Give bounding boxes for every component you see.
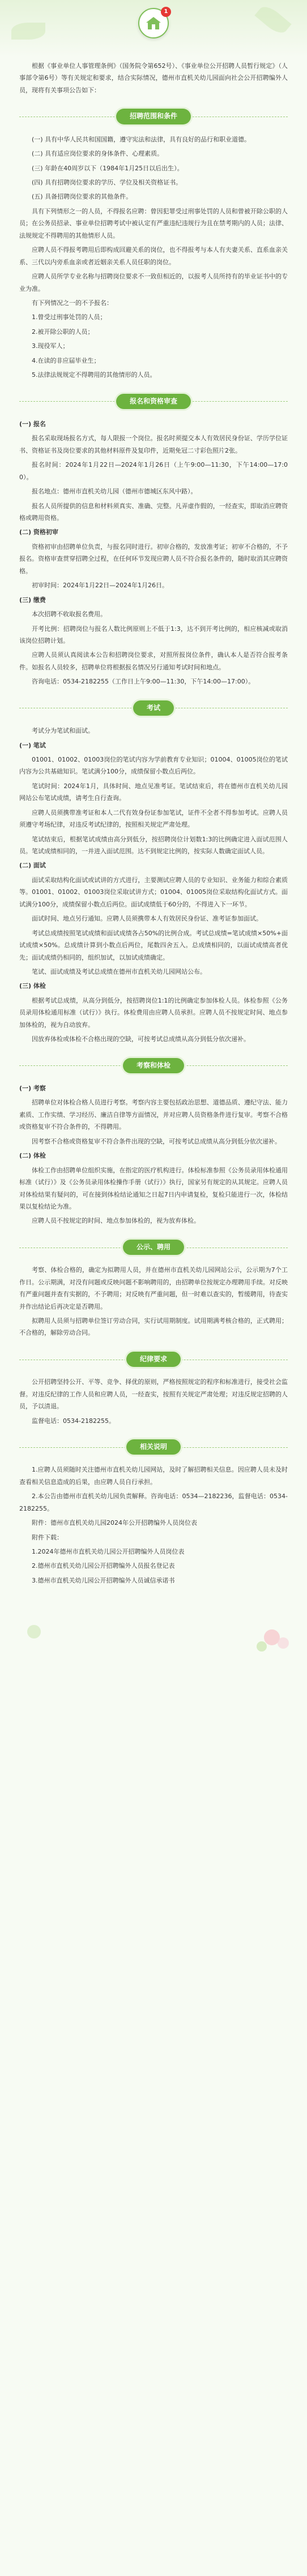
paragraph: 初审时间：2024年1月22日—2024年1月26日。 (32, 582, 168, 590)
subsection-heading: (二) 面试 (19, 862, 46, 870)
paragraph: 01001、01002、01003岗位的笔试内容为学前教育专业知识；01004、01005岗位的笔试内容为公共基础知识。笔试满分100分，成绩保留小数点后两位。 (19, 755, 288, 776)
paragraph: 因考察不合格或资格复审不符合条件出现的空缺，可按考试总成绩从高分到低分依次递补。 (32, 1137, 281, 1145)
paragraph: 报名人员所提供的信息和材料须真实、准确、完整。凡弄虚作假的，一经查实，即取消应聘资格或聘用资格。 (19, 502, 288, 522)
paragraph: 资格初审由招聘单位负责，与报名同时进行。初审合格的，发放准考证；初审不合格的，不予报名。资格审查贯穿招聘全过程，在任何环节发现应聘人员不符合报名条件的，随时取消其应聘资格。 (19, 543, 288, 575)
paragraph: 拟聘用人员须与招聘单位签订劳动合同，实行试用期制度。试用期满考核合格的，正式聘用；不合格的，解除劳动合同。 (19, 1317, 288, 1337)
paragraph: 咨询电话：0534-2182255（工作日上午9:00—11:30，下午14:00—17:00）。 (32, 678, 255, 686)
footer-decoration (0, 1598, 307, 1666)
section (19, 1058, 288, 1227)
sections (19, 109, 288, 1586)
section-header (19, 109, 288, 124)
intro-paragraph: 根据《事业单位人事管理条例》（国务院令第652号）、《事业单位公开招聘人员暂行规定》（人事部令第6号）等有关规定和要求，结合实际情况，德州市直机关幼儿园面向社会公开招聘编外人员，现将有关事项公告如下： (19, 62, 288, 94)
paragraph: 笔试结束后，根据笔试成绩由高分到低分，按招聘岗位计划数1:3的比例确定进入面试范围人员。笔试成绩相同的，一并进入面试范围。达不到规定比例的，按实际人数确定面试人员。 (19, 835, 288, 855)
paragraph: 3.现役军人； (32, 342, 69, 350)
paragraph: 应聘人员须携带准考证和本人二代有效身份证参加笔试，证件不全者不得参加考试。应聘人员须遵守考场纪律，对违反考试纪律的，按照相关规定严肃处理。 (19, 809, 288, 829)
paragraph: 2.被开除公职的人员； (32, 328, 94, 336)
section-header (19, 1352, 288, 1367)
paragraph: 报名采取现场报名方式，每人限报一个岗位。报名时须提交本人有效居民身份证、学历学位证书、资格证书及岗位要求的其他材料原件及复印件，近期免冠二寸彩色照片2张。 (19, 435, 288, 454)
flower-decoration (0, 1598, 307, 1666)
leaf-decoration (254, 2, 291, 37)
section-header (19, 394, 288, 409)
paragraph: 因放弃体检或体检不合格出现的空缺，可按考试总成绩从高分到低分依次递补。 (32, 1035, 250, 1043)
section (19, 1352, 288, 1427)
paragraph: (三) 年龄在40周岁以下（1984年1月25日以后出生）。 (32, 164, 184, 172)
paragraph: 1.应聘人员须随时关注德州市直机关幼儿园网站，及时了解招聘相关信息。因应聘人员未及时查看相关信息造成的后果，由应聘人员自行承担。 (19, 1466, 288, 1486)
section-title: 报名和资格审查 (116, 394, 191, 409)
paragraph: 考试总成绩按照笔试成绩和面试成绩各占50%的比例合成。考试总成绩=笔试成绩×50%+面试成绩×50%。总成绩计算到小数点后两位，尾数四舍五入。总成绩相同的，以面试成绩高者优先；面试成绩仍相同的，组织加试，以加试成绩确定。 (19, 929, 288, 961)
paragraph: (五) 具备招聘岗位要求的其他条件。 (32, 193, 133, 201)
paragraph: 3.德州市直机关幼儿园公开招聘编外人员诚信承诺书 (32, 1576, 175, 1584)
paragraph: 报名时间：2024年1月22日—2024年1月26日（上午9:00—11:30，下午14:00—17:00）。 (19, 461, 288, 481)
section-header (19, 1439, 288, 1455)
paragraph: 体检工作由招聘单位组织实施，在指定的医疗机构进行。体检标准参照《公务员录用体检通用标准（试行）》及《公务员录用体检操作手册（试行）》执行，国家另有规定的从其规定。应聘人员对体检结果有疑问的，可在接到体检结论通知之日起7日内申请复检，复检只能进行一次，体检结果以复检结论为准。 (19, 1166, 288, 1210)
paragraph: 面试时间、地点另行通知。应聘人员须携带本人有效居民身份证、准考证参加面试。 (32, 915, 262, 923)
paragraph: 考试分为笔试和面试。 (32, 727, 94, 735)
paragraph: 本次招聘不收取报名费用。 (32, 610, 106, 618)
subsection-heading: (一) 考察 (19, 1085, 46, 1092)
paragraph: 笔试时间：2024年1月，具体时间、地点见准考证。笔试结束后，将在德州市直机关幼儿园网站公布笔试成绩，请考生自行查询。 (19, 782, 288, 802)
subsection-heading: (二) 资格初审 (19, 528, 58, 536)
paragraph: 根据考试总成绩，从高分到低分，按招聘岗位1:1的比例确定参加体检人员。体检参照《公务员录用体检通用标准（试行）》执行。体检费用由应聘人员承担。应聘人员不按规定时间、地点参加体检的，视为自动放弃。 (19, 996, 288, 1029)
paragraph: 有下列情况之一的不予报名： (32, 299, 113, 307)
paragraph: 附件下载： (32, 1533, 63, 1541)
paragraph: 监督电话：0534-2182255。 (32, 1417, 115, 1425)
section (19, 1439, 288, 1586)
section-header (19, 1058, 288, 1073)
subsection-heading: (二) 体检 (19, 1152, 46, 1160)
paragraph: 附件：德州市直机关幼儿园2024年公开招聘编外人员岗位表 (32, 1519, 197, 1527)
paragraph: 4.在读的非应届毕业生； (32, 356, 100, 364)
paragraph: 2.本公告由德州市直机关幼儿园负责解释。咨询电话：0534—2182236，监督电话：0534-2182255。 (19, 1493, 288, 1512)
section (19, 394, 288, 688)
section-title: 纪律要求 (126, 1352, 181, 1367)
paragraph: 应聘人员所学专业名称与招聘岗位要求不一致但相近的，以报考人员所持有的毕业证书中的专业为准。 (19, 273, 288, 293)
intro (19, 60, 288, 96)
school-logo (138, 8, 169, 38)
section-title: 招聘范围和条件 (116, 109, 191, 124)
subsection-heading: (三) 缴费 (19, 596, 46, 604)
paragraph: 1.曾受过刑事处罚的人员； (32, 313, 106, 321)
paragraph: 5.法律法规规定不得聘用的其他情形的人员。 (32, 371, 156, 379)
paragraph: 公开招聘坚持公开、平等、竞争、择优的原则，严格按照规定的程序和标准进行，接受社会监督。对违反纪律的工作人员和应聘人员，一经查实，按照有关规定严肃处理；对违反规定招聘的人员，予以清退。 (19, 1378, 288, 1410)
article-body (0, 60, 307, 1586)
paragraph: 面试采取结构化面试或试讲的方式进行，主要测试应聘人员的专业知识、业务能力和综合素质等。01001、01002、01003岗位采取试讲方式；01004、01005岗位采取结构化面试方式。面试满分100分，成绩保留小数点后两位。面试成绩低于60分的，不得进入下一环节。 (19, 876, 288, 908)
notification-badge: 1 (161, 7, 171, 17)
section (19, 109, 288, 381)
paragraph: 应聘人员不得报考聘用后即构成回避关系的岗位，也不得报考与本人有夫妻关系、直系血亲关系、三代以内旁系血亲或者近姻亲关系人员任职的岗位。 (19, 246, 288, 266)
paragraph: 应聘人员须认真阅读本公告和招聘岗位要求，对照所报岗位条件，确认本人是否符合报考条件。如报名人员较多，招聘单位将根据报名情况另行通知考试时间和地点。 (19, 651, 288, 671)
section (19, 700, 288, 1046)
section (19, 1240, 288, 1339)
section-title: 公示、聘用 (123, 1240, 184, 1255)
subsection-heading: (三) 体检 (19, 982, 46, 990)
paragraph: 考察、体检合格的，确定为拟聘用人员，并在德州市直机关幼儿园网站公示，公示期为7个工作日。公示期满，对没有问题或反映问题不影响聘用的，由招聘单位按规定办理聘用手续。对反映有严重问题并查有实据的，不予聘用；对反映有严重问题，但一时难以查实的，暂缓聘用，待查实并作出结论后再决定是否聘用。 (19, 1266, 288, 1310)
section-title: 考试 (133, 700, 174, 716)
paragraph: (四) 具有招聘岗位要求的学历、学位及相关资格证书。 (32, 179, 182, 187)
paragraph: 2.德州市直机关幼儿园公开招聘编外人员报名登记表 (32, 1562, 175, 1570)
paragraph: (一) 具有中华人民共和国国籍，遵守宪法和法律，具有良好的品行和职业道德。 (32, 135, 251, 143)
house-icon (145, 16, 162, 31)
section-title: 考察和体检 (123, 1058, 184, 1073)
paragraph: (二) 具有适应岗位要求的身体条件、心理素质。 (32, 150, 164, 158)
subsection-heading: (一) 报名 (19, 420, 46, 428)
section-header (19, 700, 288, 716)
section-header (19, 1240, 288, 1255)
section-title: 相关说明 (126, 1439, 181, 1455)
paragraph: 报名地点：德州市直机关幼儿园（德州市德城区东风中路）。 (32, 488, 197, 496)
leaf-decoration (11, 23, 45, 40)
header-banner (0, 0, 307, 57)
paragraph: 1.2024年德州市直机关幼儿园公开招聘编外人员岗位表 (32, 1547, 185, 1555)
paragraph: 应聘人员不按规定的时间、地点参加体检的，视为放弃体检。 (32, 1217, 200, 1225)
paragraph: 招聘单位对体检合格人员进行考察。考察内容主要包括政治思想、道德品质、遵纪守法、能力素质、工作实绩、学习经历、廉洁自律等方面情况，并对应聘人员资格条件进行复审。考察不合格或资格复审不符合条件的，不得聘用。 (19, 1099, 288, 1131)
paragraph: 笔试、面试成绩及考试总成绩在德州市直机关幼儿园网站公布。 (32, 967, 206, 975)
paragraph: 具有下列情形之一的人员，不得报名应聘：曾因犯罪受过刑事处罚的人员和曾被开除公职的人员；在公务员招录、事业单位招聘考试中被认定有严重违纪违规行为且在禁考期内的人员；法律、法规规定不得聘用的其他情形人员。 (19, 207, 288, 239)
paragraph: 开考比例：招聘岗位与报名人数比例原则上不低于1:3，达不到开考比例的，相应核减或取消该岗位招聘计划。 (19, 625, 288, 644)
subsection-heading: (一) 笔试 (19, 741, 46, 749)
